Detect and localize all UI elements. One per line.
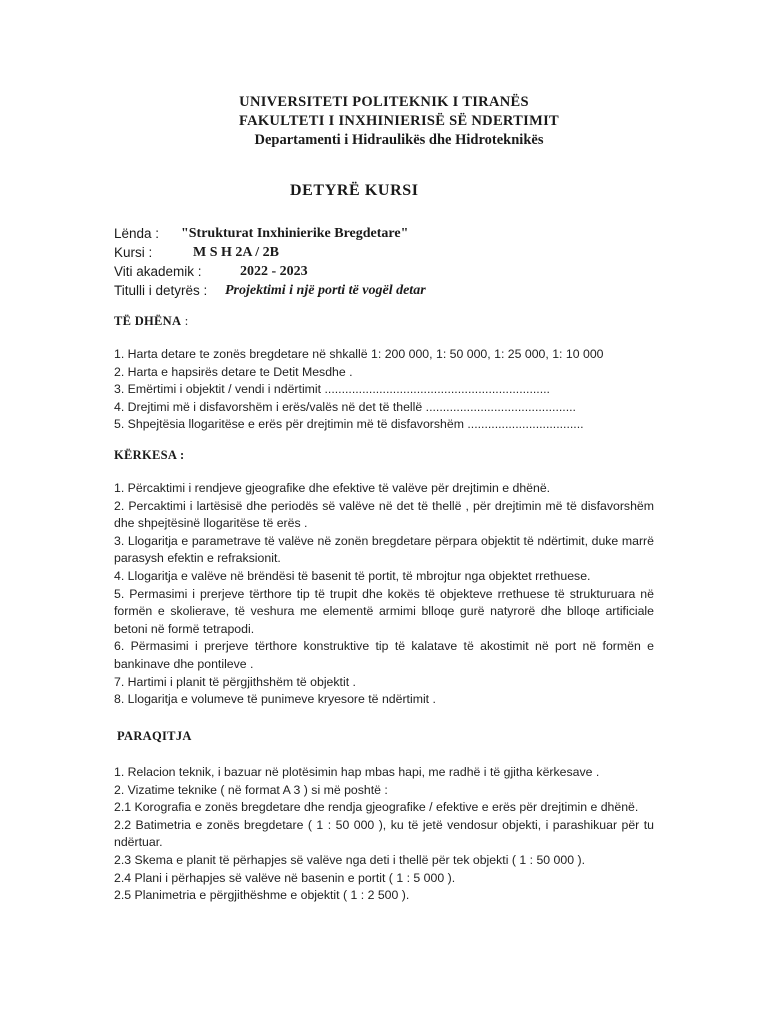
department-name: Departamenti i Hidraulikës dhe Hidroteknikës	[254, 132, 544, 148]
list-item: 8. Llogaritja e volumeve të punimeve kryesore të ndërtimit .	[114, 692, 436, 707]
given-heading-suffix: :	[181, 314, 189, 328]
requirements-heading: KËRKESA :	[114, 448, 185, 462]
list-item: 2.5 Planimetria e përgjithëshme e objektit ( 1 : 2 500 ).	[114, 888, 410, 903]
list-item: 4. Llogaritja e valëve në brëndësi të basenit të portit, të mbrojtur nga objektet rrethuese.	[114, 568, 591, 583]
academic-year-value: 2022 - 2023	[240, 264, 308, 279]
list-item: 7. Hartimi i planit të përgjithshëm të objektit .	[114, 674, 356, 689]
given-heading-text: TË DHËNA	[114, 314, 182, 328]
list-item: 2.4 Plani i përhapjes së valëve në basenin e portit ( 1 : 5 000 ).	[114, 870, 456, 885]
list-item: 3. Emërtimi i objektit / vendi i ndërtimit ..................................................................	[114, 382, 550, 397]
list-item: 4. Drejtimi më i disfavorshëm i erës/valës në det të thellë ............................................	[114, 399, 576, 414]
list-item: 2. Harta e hapsirës detare te Detit Mesdhe .	[114, 364, 353, 379]
subject-label: Lënda :	[114, 226, 160, 241]
document-title: DETYRË KURSI	[290, 182, 419, 199]
list-item: 1. Harta detare te zonës bregdetare në shkallë 1: 200 000, 1: 50 000, 1: 25 000, 1: 10 000	[114, 347, 604, 361]
presentation-heading: PARAQITJA	[117, 729, 192, 743]
document-header	[0, 93, 768, 150]
list-item: 2. Percaktimi i lartësisë dhe periodës së valëve në det të thellë , për drejtimin më të disfavorshëm dhe shpejtësinë llogaritëse të erës .	[114, 498, 654, 531]
list-item: 6. Përmasimi i prerjeve tërthore konstruktive tip të kalatave të akostimit në port në formën e bankinave dhe pontileve .	[114, 639, 654, 671]
list-item: 3. Llogaritja e parametrave të valëve në zonën bregdetare përpara objektit të ndërtimit, duke marrë parasysh efektin e refraksionit.	[114, 533, 654, 566]
university-name: UNIVERSITETI POLITEKNIK I TIRANËS	[239, 94, 529, 110]
list-item: 2. Vizatime teknike ( në format A 3 ) si më poshtë :	[114, 782, 388, 797]
list-item: 5. Shpejtësia llogaritëse e erës për drejtimin më të disfavorshëm ..................................	[114, 417, 584, 432]
faculty-name: FAKULTETI I INXHINIERISË SË NDERTIMIT	[238, 113, 559, 129]
list-item: 1. Relacion teknik, i bazuar në plotësimin hap mbas hapi, me radhë i të gjitha kërkesave .	[114, 765, 600, 779]
subject-value: "Strukturat Inxhinierike Bregdetare"	[181, 226, 409, 241]
presentation-list	[114, 764, 654, 905]
academic-year-label: Viti akademik :	[114, 264, 202, 279]
list-item: 5. Permasimi i prerjeve tërthore tip të trupit dhe kokës të objekteve rrethuese të strukturuara në formën e skolierave, të veshura me elementë armimi blloqe gurë natyrorë dhe blloqe artificiale betoni në formë tetrapodi.	[114, 586, 654, 636]
list-item: 2.2 Batimetria e zonës bregdetare ( 1 : 50 000 ), ku të jetë vendosur objekti, i parashikuar për tu ndërtuar.	[114, 817, 654, 850]
topic-value: Projektimi i një porti të vogël detar	[225, 283, 426, 298]
requirements-list	[114, 480, 654, 709]
given-list	[114, 346, 654, 434]
list-item: 1. Përcaktimi i rendjeve gjeografike dhe efektive të valëve për drejtimin e dhënë.	[114, 481, 551, 495]
list-item: 2.3 Skema e planit të përhapjes së valëve nga deti i thellë për tek objekti ( 1 : 50 000 ).	[114, 852, 585, 867]
course-value: M S H 2A / 2B	[193, 245, 279, 260]
given-heading	[114, 314, 189, 329]
topic-label: Titulli i detyrës :	[114, 283, 208, 298]
course-label: Kursi :	[114, 245, 153, 260]
list-item: 2.1 Korografia e zonës bregdetare dhe rendja gjeografike / efektive e erës për drejtimin e dhënë.	[114, 800, 639, 815]
